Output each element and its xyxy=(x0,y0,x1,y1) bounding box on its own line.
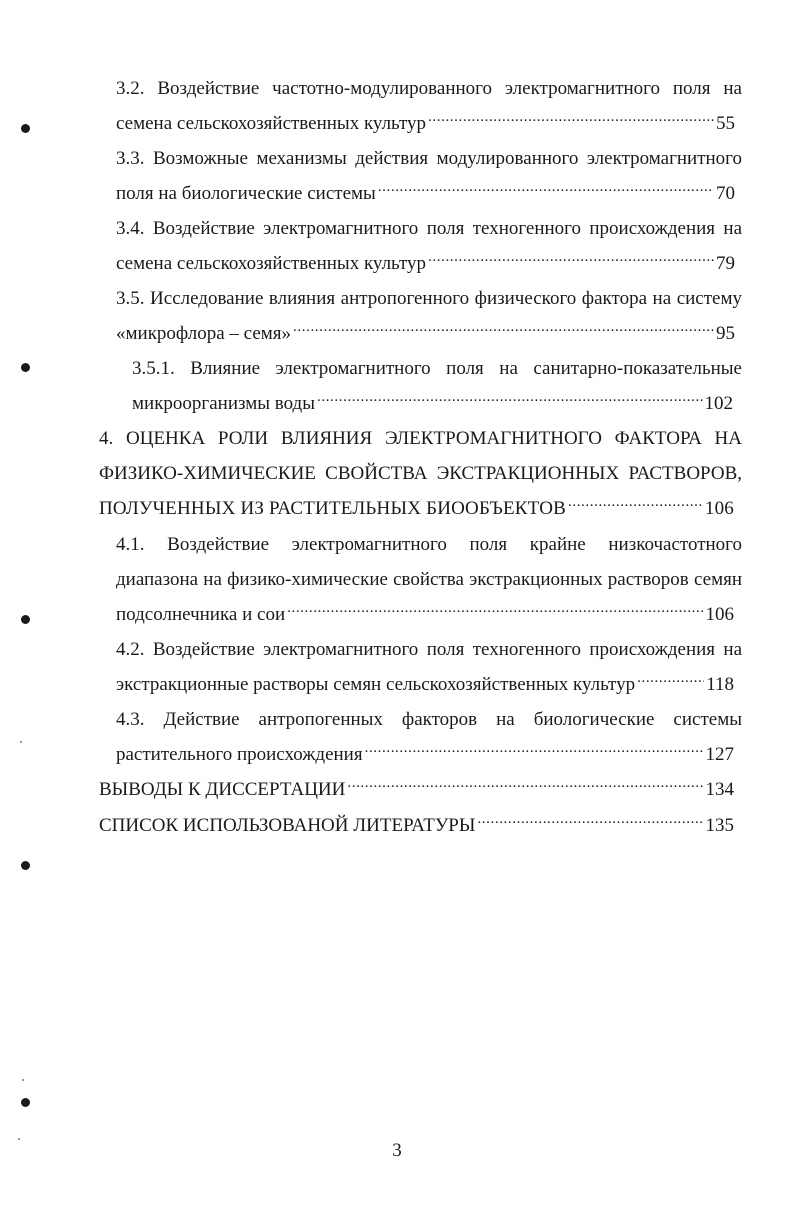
toc-entry-3-3-line2 xyxy=(116,182,735,206)
toc-page-number: 79 xyxy=(716,253,735,274)
toc-conclusions xyxy=(99,778,734,802)
toc-entry-3-2-line2 xyxy=(116,112,735,136)
binder-hole-5 xyxy=(21,1098,30,1107)
toc-entry-4-2-line1: 4.2. Воздействие электромагнитного поля техногенного происхождения на xyxy=(116,639,742,660)
toc-page-number: 95 xyxy=(716,323,735,344)
toc-page-number: 134 xyxy=(705,779,734,800)
toc-entry-text: экстракционные растворы семян сельскохозяйственных культур xyxy=(116,674,636,695)
toc-entry-text: «микрофлора – семя» xyxy=(116,323,292,344)
dot-leader xyxy=(568,498,703,514)
dot-leader xyxy=(317,393,703,409)
toc-references xyxy=(99,814,734,838)
toc-page-number: 55 xyxy=(716,113,735,134)
binder-hole-3 xyxy=(21,615,30,624)
toc-page-number: 106 xyxy=(704,498,734,519)
toc-page-number: 70 xyxy=(716,183,735,204)
toc-entry-4-1-line1: 4.1. Воздействие электромагнитного поля крайне низкочастотного xyxy=(116,534,742,555)
scan-speck xyxy=(22,1079,24,1081)
toc-entry-3-4-line1: 3.4. Воздействие электромагнитного поля техногенного происхождения на xyxy=(116,218,742,239)
toc-entry-text: ВЫВОДЫ К ДИССЕРТАЦИИ xyxy=(99,779,346,800)
dot-leader xyxy=(293,323,714,339)
binder-hole-2 xyxy=(21,363,30,372)
toc-entry-3-5-line1: 3.5. Исследование влияния антропогенного физического фактора на систему xyxy=(116,288,742,309)
toc-entry-text: поля на биологические системы xyxy=(116,183,376,204)
dot-leader xyxy=(428,113,714,129)
dot-leader xyxy=(477,815,703,831)
scan-speck xyxy=(20,741,22,743)
toc-entry-3-5-1-line2 xyxy=(132,392,733,416)
toc-entry-text: растительного происхождения xyxy=(116,744,363,765)
toc-entry-3-5-line2 xyxy=(116,322,735,346)
toc-entry-text: СПИСОК ИСПОЛЬЗОВАНОЙ ЛИТЕРАТУРЫ xyxy=(99,815,476,836)
page-number: 3 xyxy=(392,1140,402,1161)
toc-entry-4-3-line2 xyxy=(116,743,734,767)
toc-entry-text: ПОЛУЧЕННЫХ ИЗ РАСТИТЕЛЬНЫХ БИООБЪЕКТОВ xyxy=(99,498,566,519)
dot-leader xyxy=(378,183,714,199)
toc-entry-4-3-line1: 4.3. Действие антропогенных факторов на биологические системы xyxy=(116,709,742,730)
toc-entry-text: семена сельскохозяйственных культур xyxy=(116,113,427,134)
toc-chapter-4-line1: 4. ОЦЕНКА РОЛИ ВЛИЯНИЯ ЭЛЕКТРОМАГНИТНОГО ФАКТОРА НА xyxy=(99,428,742,449)
toc-entry-4-1-line3 xyxy=(116,603,734,627)
toc-entry-text: семена сельскохозяйственных культур xyxy=(116,253,427,274)
dot-leader xyxy=(347,779,703,795)
toc-page-number: 106 xyxy=(705,604,734,625)
binder-hole-1 xyxy=(21,124,30,133)
toc-entry-text: микроорганизмы воды xyxy=(132,393,315,414)
toc-page-number: 118 xyxy=(706,674,734,695)
toc-entry-3-3-line1: 3.3. Возможные механизмы действия модулированного электромагнитного xyxy=(116,148,742,169)
toc-chapter-4-line2: ФИЗИКО-ХИМИЧЕСКИЕ СВОЙСТВА ЭКСТРАКЦИОННЫХ РАСТВОРОВ, xyxy=(99,463,742,484)
toc-entry-3-2-line1: 3.2. Воздействие частотно-модулированного электромагнитного поля на xyxy=(116,78,742,99)
toc-entry-3-5-1-line1: 3.5.1. Влияние электромагнитного поля на санитарно-показательные xyxy=(132,358,742,379)
binder-hole-4 xyxy=(21,861,30,870)
dot-leader xyxy=(365,744,704,760)
toc-page-number: 135 xyxy=(705,815,734,836)
toc-entry-4-2-line2 xyxy=(116,673,734,697)
toc-entry-text: подсолнечника и сои xyxy=(116,604,286,625)
toc-entry-4-1-line2: диапазона на физико-химические свойства экстракционных растворов семян xyxy=(116,569,742,590)
toc-page-number: 102 xyxy=(704,393,733,414)
dot-leader xyxy=(637,674,704,690)
dot-leader xyxy=(428,253,714,269)
toc-chapter-4-line3 xyxy=(99,497,734,521)
toc-entry-3-4-line2 xyxy=(116,252,735,276)
toc-page-number: 127 xyxy=(705,744,734,765)
dot-leader xyxy=(287,604,703,620)
